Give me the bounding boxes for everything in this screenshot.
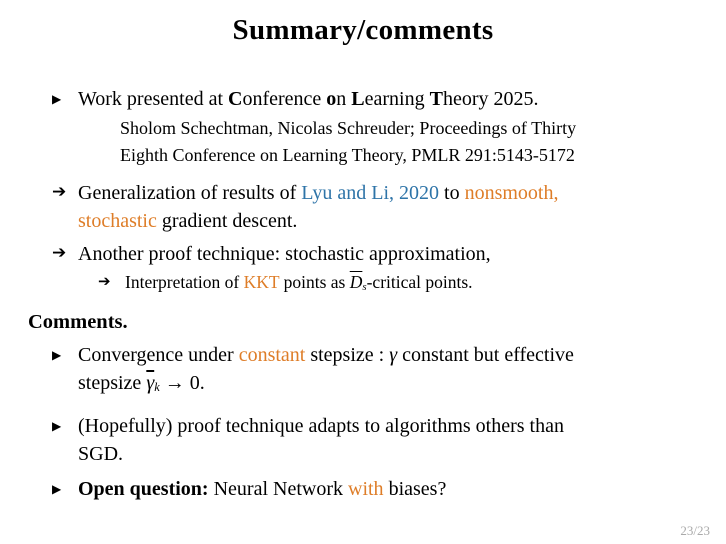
item-text-work: [78, 85, 539, 113]
text-segment: C: [228, 88, 243, 111]
arrow-item-generalization: [0, 179, 726, 235]
item-text-hopefully: [78, 412, 564, 468]
marker-box: [52, 341, 78, 369]
text-line: [125, 269, 473, 300]
triangle-bullet-icon: ▶: [52, 348, 62, 363]
bullet-item-convergence: [0, 341, 726, 401]
text-segment: earning: [364, 88, 430, 111]
sub-arrow-item-kkt: [0, 269, 726, 300]
text-segment: T: [429, 88, 443, 111]
text-segment: KKT: [243, 272, 280, 293]
triangle-bullet-icon: ▶: [52, 92, 62, 107]
comments-heading: Comments.: [28, 311, 128, 334]
text-segment: $\overline{\gamma}$: [146, 372, 155, 395]
text-line: [78, 179, 559, 207]
citation-link[interactable]: Lyu and Li, 2020: [301, 182, 440, 205]
triangle-bullet-icon: ▶: [52, 418, 62, 433]
text-segment: Sholom Schechtman, Nicolas Schreuder; Proceedings of Thirty: [120, 118, 577, 139]
text-segment: constant but effective: [397, 344, 574, 367]
text-line: [78, 85, 539, 113]
bullet-item-work: [0, 85, 726, 113]
text-segment: o: [326, 88, 337, 111]
text-segment: biases?: [383, 477, 447, 500]
item-text-proof: [78, 240, 491, 268]
marker-box: [52, 475, 78, 503]
text-segment: onference: [242, 88, 327, 111]
bullet-item-open-question: [0, 475, 726, 503]
text-segment: n: [336, 88, 352, 111]
text-segment: Neural Network: [208, 477, 348, 500]
item-text-generalization: [78, 179, 559, 235]
text-segment: γ: [389, 344, 398, 367]
text-segment: to: [439, 182, 465, 205]
text-segment: $\overline{D}$: [349, 272, 363, 293]
text-segment: with: [348, 477, 384, 500]
text-segment: Interpretation of: [125, 272, 244, 293]
text-line: [78, 240, 491, 268]
text-line: [78, 440, 564, 468]
bullet-item-hopefully: [0, 412, 726, 468]
text-segment: Generalization of results of: [78, 182, 302, 205]
page-number: 23/23: [680, 523, 710, 538]
text-segment: s: [362, 281, 367, 294]
triangle-bullet-icon: ▶: [52, 481, 62, 496]
text-segment: constant: [238, 344, 306, 367]
text-segment: stepsize: [78, 372, 147, 395]
marker-box: [52, 240, 78, 267]
text-line: [120, 142, 576, 169]
text-segment: (Hopefully) proof technique adapts to algorithms others than: [78, 414, 564, 437]
arrow-bullet-icon: ➔: [52, 243, 67, 264]
text-line: [78, 341, 574, 369]
text-segment: k: [154, 380, 160, 395]
marker-box: [52, 412, 78, 440]
text-segment: -critical points.: [366, 272, 473, 293]
text-segment: points as: [279, 272, 350, 293]
text-segment: stepsize :: [305, 344, 390, 367]
arrow-item-proof: [0, 240, 726, 268]
text-segment: L: [351, 88, 365, 111]
text-segment: nonsmooth,: [464, 182, 559, 205]
text-segment: SGD.: [78, 442, 124, 465]
text-segment: heory 2025.: [442, 88, 539, 111]
text-segment: Convergence under: [78, 344, 239, 367]
text-segment: gradient descent.: [156, 210, 298, 233]
text-segment: Another proof technique: stochastic approximation,: [78, 243, 491, 266]
text-line: [78, 369, 574, 401]
item-text-convergence: [78, 341, 574, 401]
slide-title: Summary/comments: [232, 14, 494, 46]
marker-box: [52, 179, 78, 206]
text-line: [120, 115, 576, 142]
text-segment: Open question:: [78, 477, 209, 500]
text-segment: → 0.: [159, 372, 205, 395]
comments-heading-row: [0, 308, 726, 336]
text-segment: stochastic: [78, 210, 157, 233]
text-segment: Work presented at: [78, 88, 228, 111]
marker-box: [98, 269, 125, 294]
text-line: [78, 207, 559, 235]
text-segment: Eighth Conference on Learning Theory, PMLR 291:5143-5172: [120, 145, 575, 166]
arrow-bullet-icon: ➔: [52, 182, 67, 203]
item-text-kkt: [125, 269, 473, 300]
marker-box: [52, 85, 78, 113]
citation-text: [120, 115, 576, 169]
item-text-open-question: [78, 475, 446, 503]
arrow-bullet-icon: ➔: [98, 272, 111, 291]
text-line: [78, 475, 446, 503]
citation-block: [0, 115, 726, 169]
text-line: [78, 412, 564, 440]
